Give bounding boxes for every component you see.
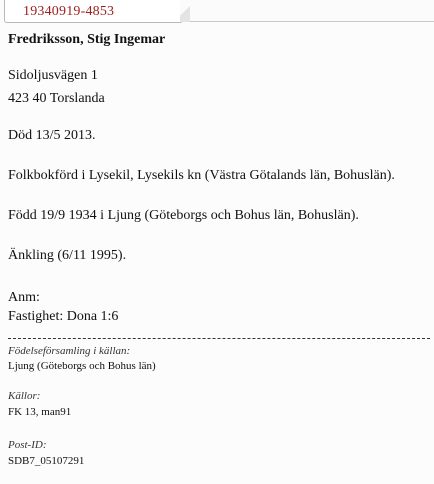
property-info: Fastighet: Dona 1:6: [8, 309, 119, 324]
tab-baseline: [190, 21, 434, 22]
post-id-value: SDB7_05107291: [8, 455, 85, 467]
record-id-label: 19340919-4853: [23, 4, 115, 19]
person-name: Fredriksson, Stig Ingemar: [8, 32, 166, 47]
death-info: Död 13/5 2013.: [8, 128, 96, 143]
record-tab[interactable]: [4, 0, 183, 23]
tab-corner: [180, 0, 190, 22]
section-divider: [8, 338, 430, 339]
registration-info: Folkbokförd i Lysekil, Lysekils kn (Västra Götalands län, Bohuslän).: [8, 168, 395, 183]
address-street: Sidoljusvägen 1: [8, 68, 98, 83]
post-id-label: Post-ID:: [8, 439, 47, 451]
birth-parish-label: Födelseförsamling i källan:: [8, 345, 131, 357]
sources-label: Källor:: [8, 390, 41, 402]
birth-parish-value: Ljung (Göteborgs och Bohus län): [8, 360, 156, 372]
remark-label: Anm:: [8, 290, 40, 305]
address-postal: 423 40 Torslanda: [8, 91, 105, 106]
marital-status: Änkling (6/11 1995).: [8, 248, 127, 263]
birth-info: Född 19/9 1934 i Ljung (Göteborgs och Bohus län, Bohuslän).: [8, 208, 359, 223]
sources-value: FK 13, man91: [8, 406, 72, 418]
